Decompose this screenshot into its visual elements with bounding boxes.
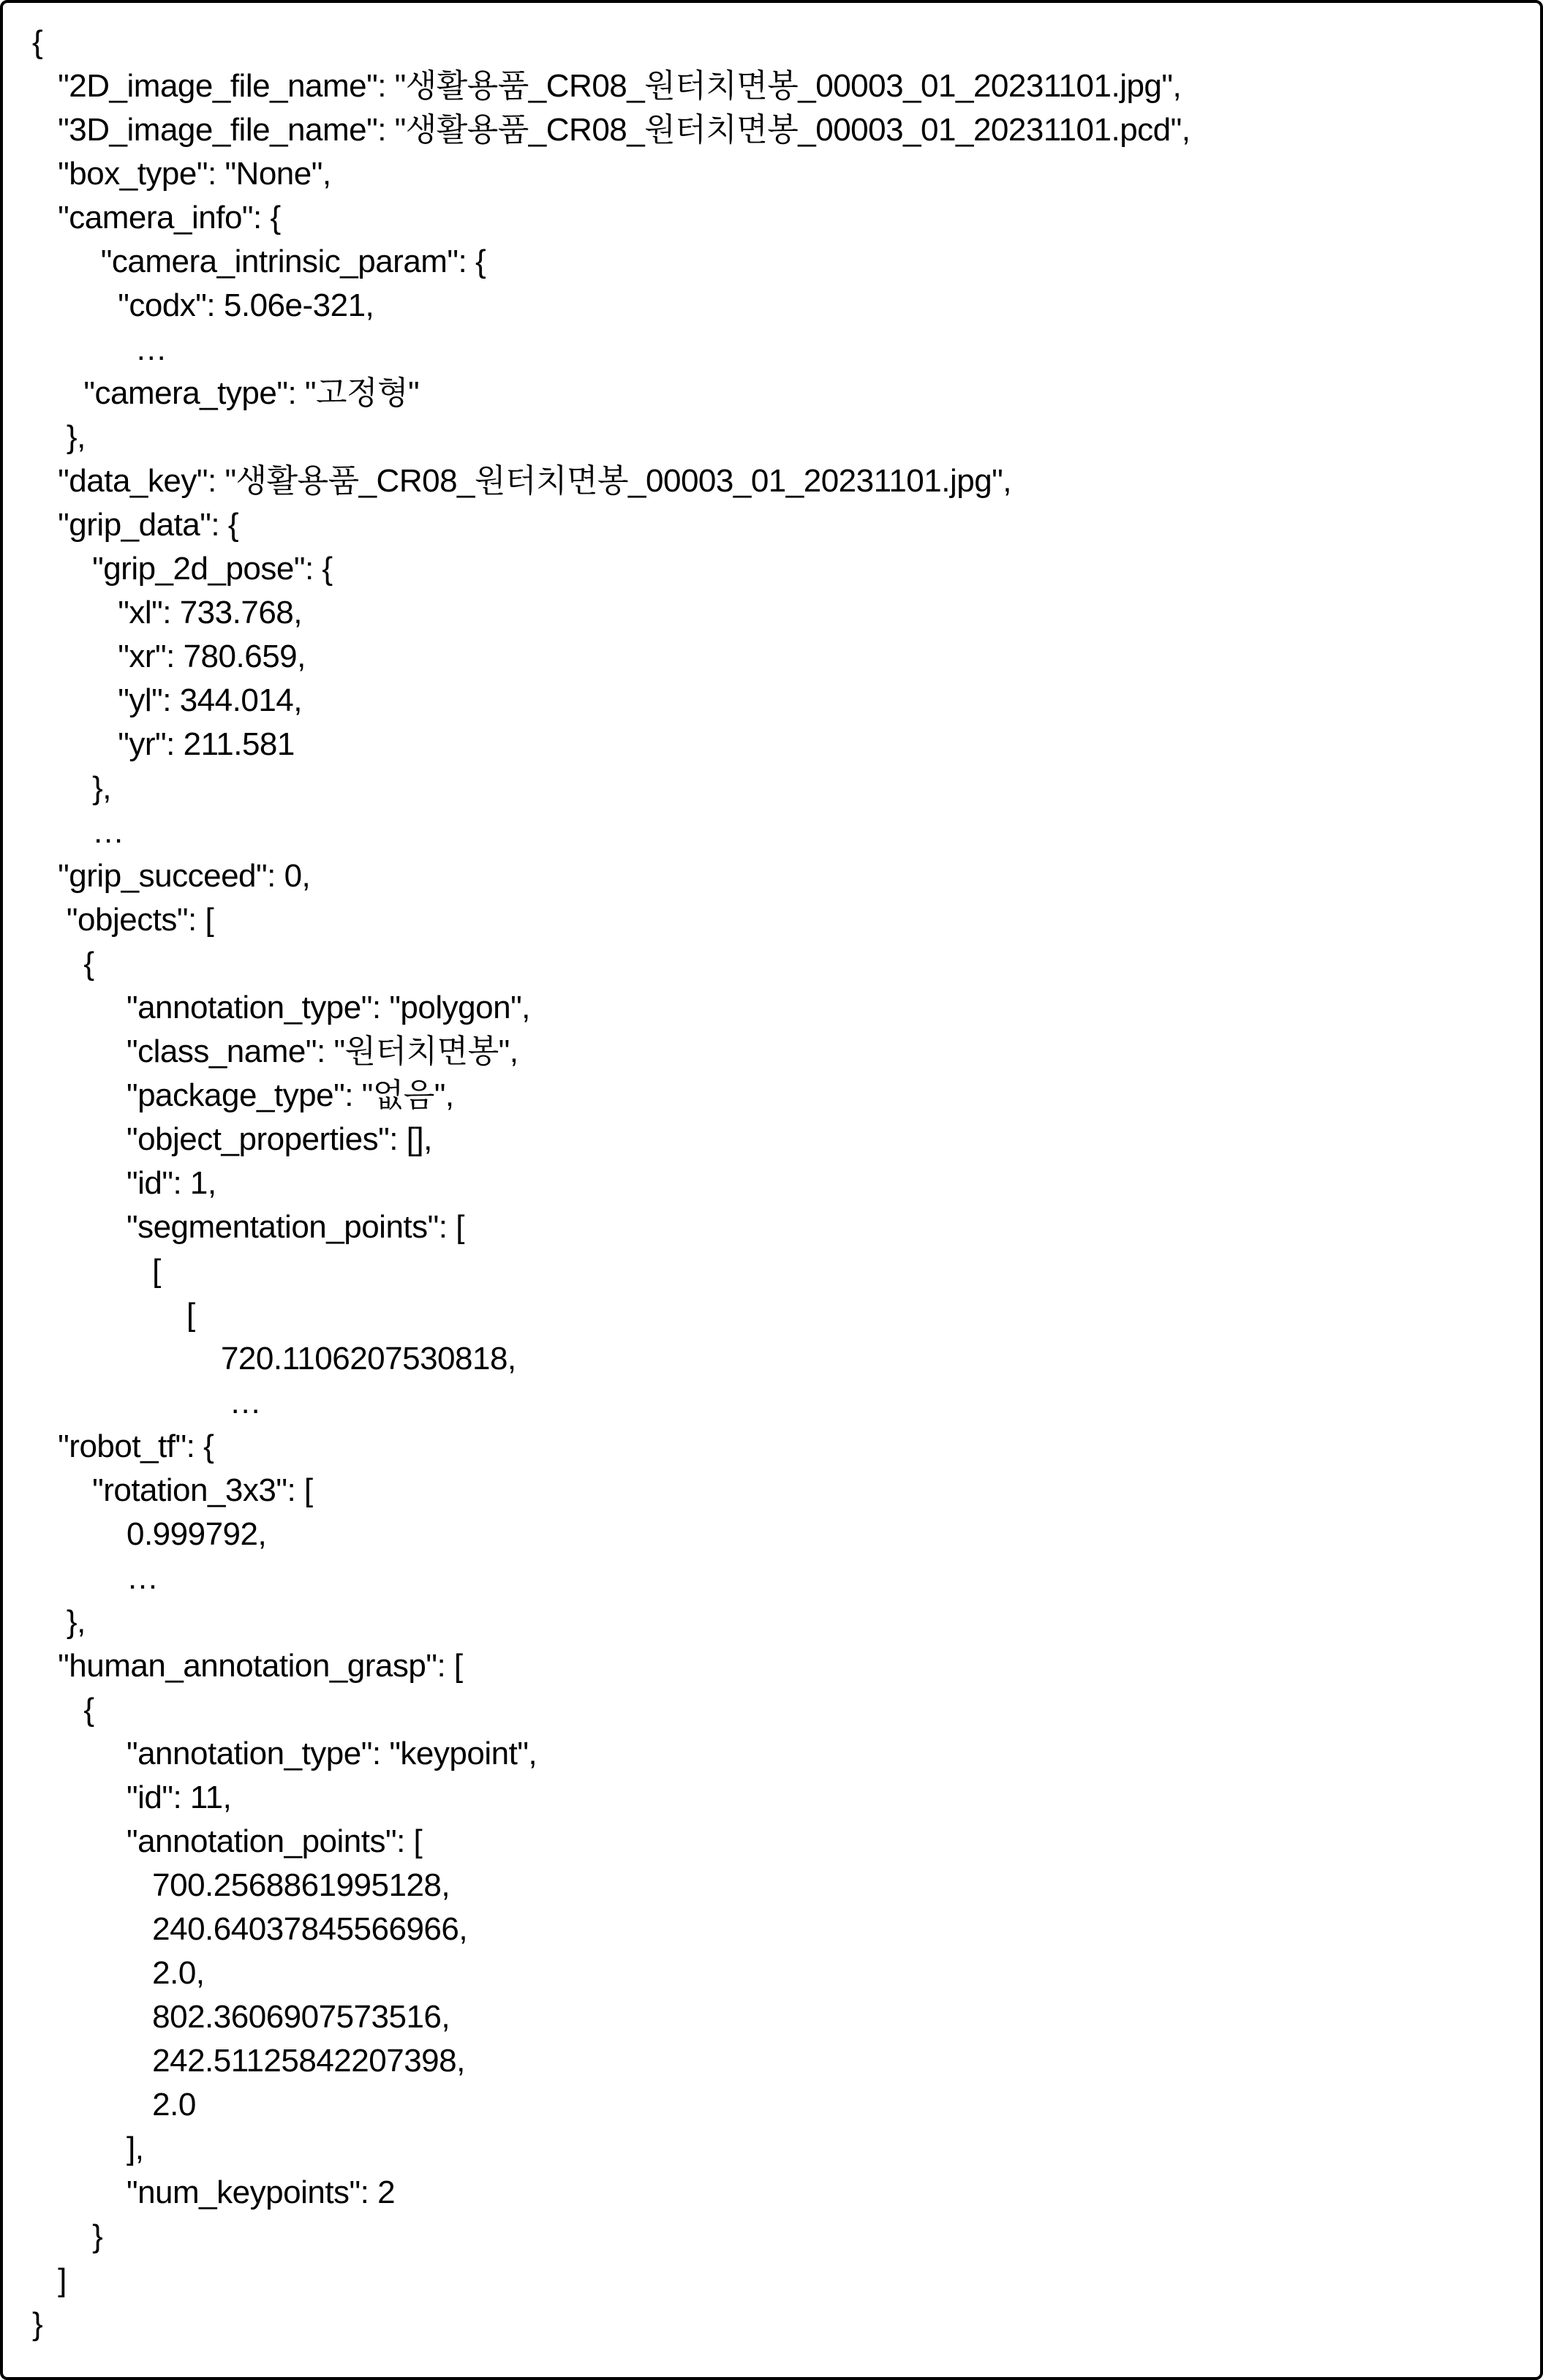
json-line: 2.0 xyxy=(32,2087,196,2123)
json-line: }, xyxy=(32,770,111,806)
json-line: … xyxy=(32,1385,262,1420)
json-line: "num_keypoints": 2 xyxy=(32,2174,396,2210)
json-line: "annotation_points": [ xyxy=(32,1823,423,1859)
json-line: "id": 1, xyxy=(32,1165,216,1201)
json-line: { xyxy=(32,24,43,60)
json-line: [ xyxy=(32,1297,195,1333)
json-line: "annotation_type": "polygon", xyxy=(32,990,530,1025)
json-line: 242.51125842207398, xyxy=(32,2043,465,2079)
json-line: "camera_info": { xyxy=(32,200,281,236)
json-line: [ xyxy=(32,1253,161,1289)
json-line: "human_annotation_grasp": [ xyxy=(32,1648,463,1684)
json-line: "xl": 733.768, xyxy=(32,595,302,630)
json-line: "class_name": "원터치면봉", xyxy=(32,1033,518,1069)
json-line: "annotation_type": "keypoint", xyxy=(32,1736,537,1771)
json-line: } xyxy=(32,2218,103,2254)
json-line: "package_type": "없음", xyxy=(32,1077,454,1113)
json-line: … xyxy=(32,331,167,367)
json-line: "data_key": "생활용품_CR08_원터치면봉_00003_01_20231101.jpg", xyxy=(32,463,1012,499)
json-line: 0.999792, xyxy=(32,1516,267,1552)
json-line: 700.2568861995128, xyxy=(32,1867,450,1903)
json-line: { xyxy=(32,1692,94,1728)
json-line: "yr": 211.581 xyxy=(32,726,295,762)
json-line: "grip_succeed": 0, xyxy=(32,858,311,894)
json-line: "objects": [ xyxy=(32,902,214,938)
json-line: … xyxy=(32,1560,159,1596)
json-line: 2.0, xyxy=(32,1955,205,1991)
json-line: "id": 11, xyxy=(32,1780,232,1815)
json-line: … xyxy=(32,814,124,850)
json-line: "box_type": "None", xyxy=(32,156,331,192)
json-line: "grip_data": { xyxy=(32,507,239,543)
json-line: "codx": 5.06e-321, xyxy=(32,287,374,323)
json-line: "segmentation_points": [ xyxy=(32,1209,464,1245)
json-line: 720.1106207530818, xyxy=(32,1341,516,1377)
json-line: }, xyxy=(32,419,86,455)
json-line: "yl": 344.014, xyxy=(32,682,302,718)
json-line: 240.64037845566966, xyxy=(32,1911,468,1947)
json-line: "xr": 780.659, xyxy=(32,639,306,674)
json-line: ] xyxy=(32,2262,67,2298)
json-line: "object_properties": [], xyxy=(32,1121,432,1157)
json-line: "camera_type": "고정형" xyxy=(32,375,420,411)
json-line: "robot_tf": { xyxy=(32,1428,214,1464)
json-line: }, xyxy=(32,1604,86,1640)
json-line: "3D_image_file_name": "생활용품_CR08_원터치면봉_00003_01_20231101.pcd", xyxy=(32,112,1191,148)
json-line: "2D_image_file_name": "생활용품_CR08_원터치면봉_00003_01_20231101.jpg", xyxy=(32,68,1182,104)
json-line: "rotation_3x3": [ xyxy=(32,1472,313,1508)
json-line: "camera_intrinsic_param": { xyxy=(32,244,486,279)
json-line: 802.3606907573516, xyxy=(32,1999,450,2035)
json-line: "grip_2d_pose": { xyxy=(32,551,333,587)
json-line: { xyxy=(32,946,94,982)
json-line: ], xyxy=(32,2131,144,2166)
json-line: } xyxy=(32,2306,43,2342)
json-code-block xyxy=(32,20,1525,2346)
